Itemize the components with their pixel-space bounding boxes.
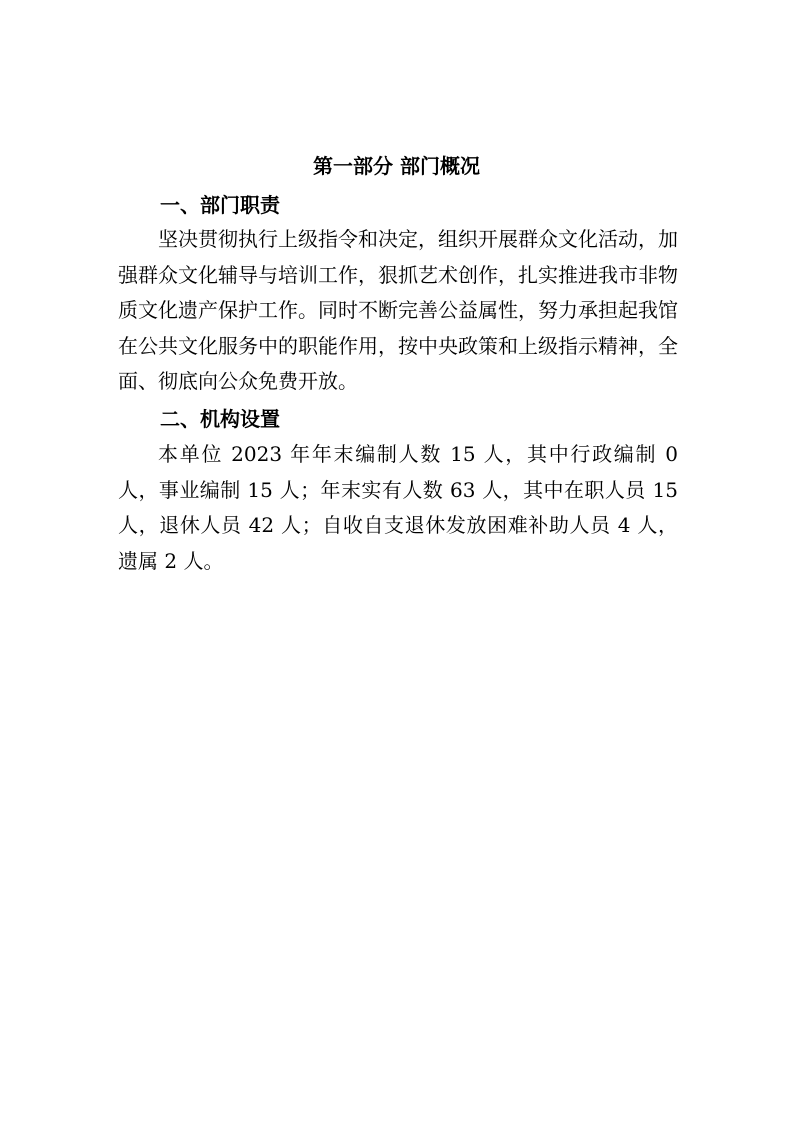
section-heading-duties: 一、部门职责 [160,193,280,217]
section-paragraph-duties: 坚决贯彻执行上级指令和决定，组织开展群众文化活动，加强群众文化辅导与培训工作，狠抓艺术创作，扎实推进我市非物质文化遗产保护工作。同时不断完善公益属性，努力承担起我馆在公共文化服务中的职能作用，按中央政策和上级指示精神，全面、彻底向公众免费开放。 [118,227,678,393]
section-heading-organization: 二、机构设置 [160,407,280,431]
section-paragraph-organization: 本单位 2023 年年末编制人数 15 人，其中行政编制 0 人，事业编制 15 人；年末实有人数 63 人，其中在职人员 15 人，退休人员 42 人；自收自支退休发放困难补助人员 4 人，遗属 2 人。 [118,442,678,573]
page-title: 第一部分 部门概况 [313,154,480,178]
